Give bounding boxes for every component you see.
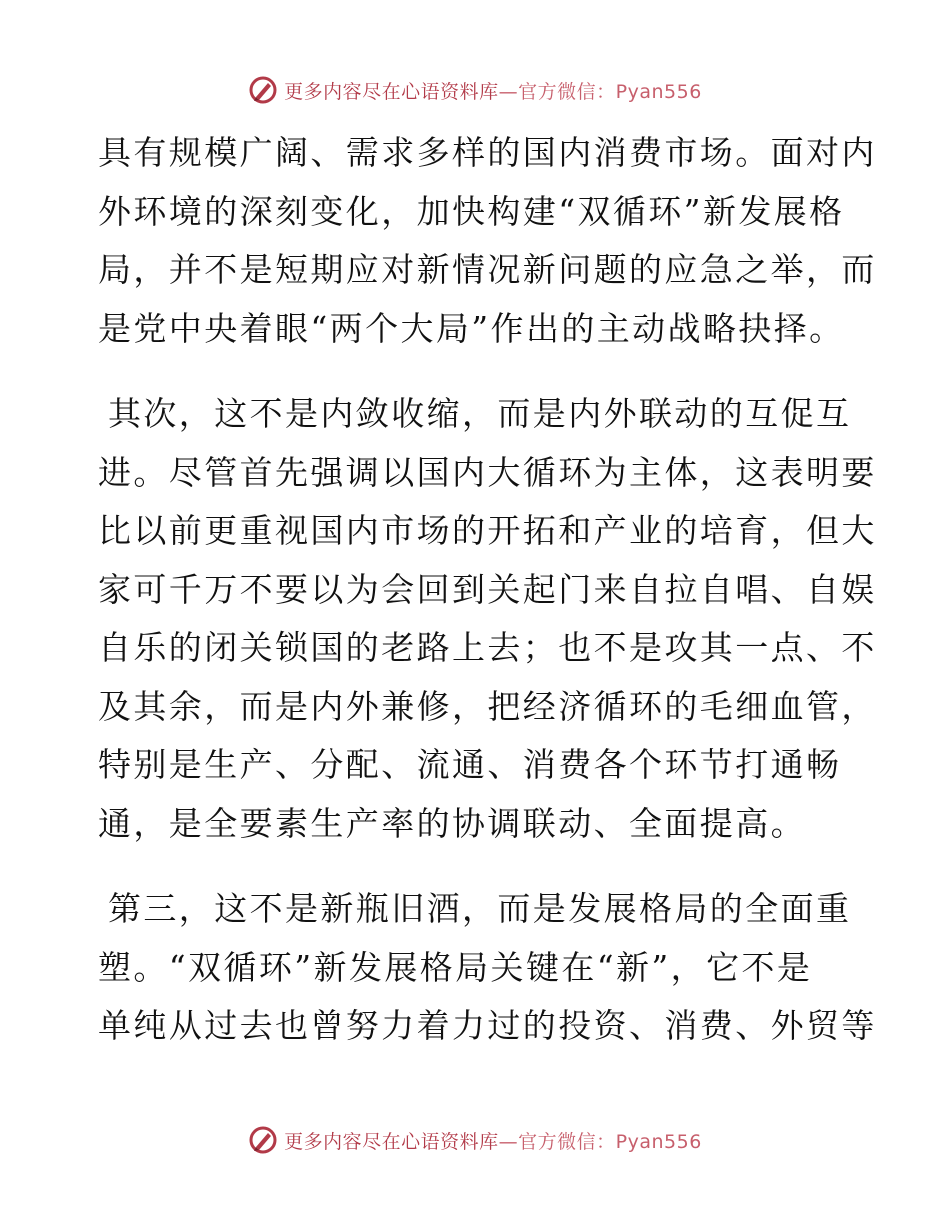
text-line: 局，并不是短期应对新情况新问题的应急之举，而	[98, 250, 877, 289]
watermark-wechat-text: 官方微信：Pyan556	[518, 1130, 702, 1153]
paragraph-3	[98, 880, 877, 1056]
watermark-dash: —	[498, 80, 519, 103]
header-watermark	[0, 70, 950, 110]
footer-watermark	[0, 1120, 950, 1160]
watermark-dash: —	[498, 1130, 519, 1153]
pen-logo-icon	[248, 1125, 278, 1155]
text-line: 第三，这不是新瓶旧酒，而是发展格局的全面重	[108, 889, 852, 928]
text-line: 比以前更重视国内市场的开拓和产业的培育，但大	[98, 511, 877, 550]
paragraph-gap	[98, 358, 853, 385]
paragraph-1	[98, 124, 877, 358]
text-line: 自乐的闭关锁国的老路上去；也不是攻其一点、不	[98, 628, 877, 667]
pen-logo-icon	[248, 75, 278, 105]
text-line: 其次，这不是内敛收缩，而是内外联动的互促互	[108, 394, 852, 433]
watermark-main-text: 更多内容尽在心语资料库	[284, 80, 499, 103]
text-line: 进。尽管首先强调以国内大循环为主体，这表明要	[98, 452, 877, 492]
text-line: 外环境的深刻变化，加快构建“双循环”新发展格	[98, 191, 845, 231]
text-line: 是党中央着眼“两个大局”作出的主动战略抉择。	[98, 308, 845, 348]
text-line: 家可千万不要以为会回到关起门来自拉自唱、自娱	[98, 569, 877, 609]
text-line: 特别是生产、分配、流通、消费各个环节打通畅	[98, 745, 842, 784]
text-line: 单纯从过去也曾努力着力过的投资、消费、外贸等	[98, 1006, 877, 1045]
paragraph-gap	[98, 853, 853, 880]
document-body	[98, 124, 877, 1056]
watermark-text	[284, 1127, 702, 1154]
watermark-main-text: 更多内容尽在心语资料库	[284, 1130, 499, 1153]
text-line: 通，是全要素生产率的协调联动、全面提高。	[98, 803, 806, 843]
watermark-text	[284, 77, 702, 104]
text-line: 及其余，而是内外兼修，把经济循环的毛细血管，	[98, 686, 877, 726]
text-line: 塑。“双循环”新发展格局关键在“新”，它不是	[98, 947, 813, 987]
watermark-wechat-text: 官方微信：Pyan556	[518, 80, 702, 103]
paragraph-2	[98, 385, 877, 853]
text-line: 具有规模广阔、需求多样的国内消费市场。面对内	[98, 133, 877, 172]
